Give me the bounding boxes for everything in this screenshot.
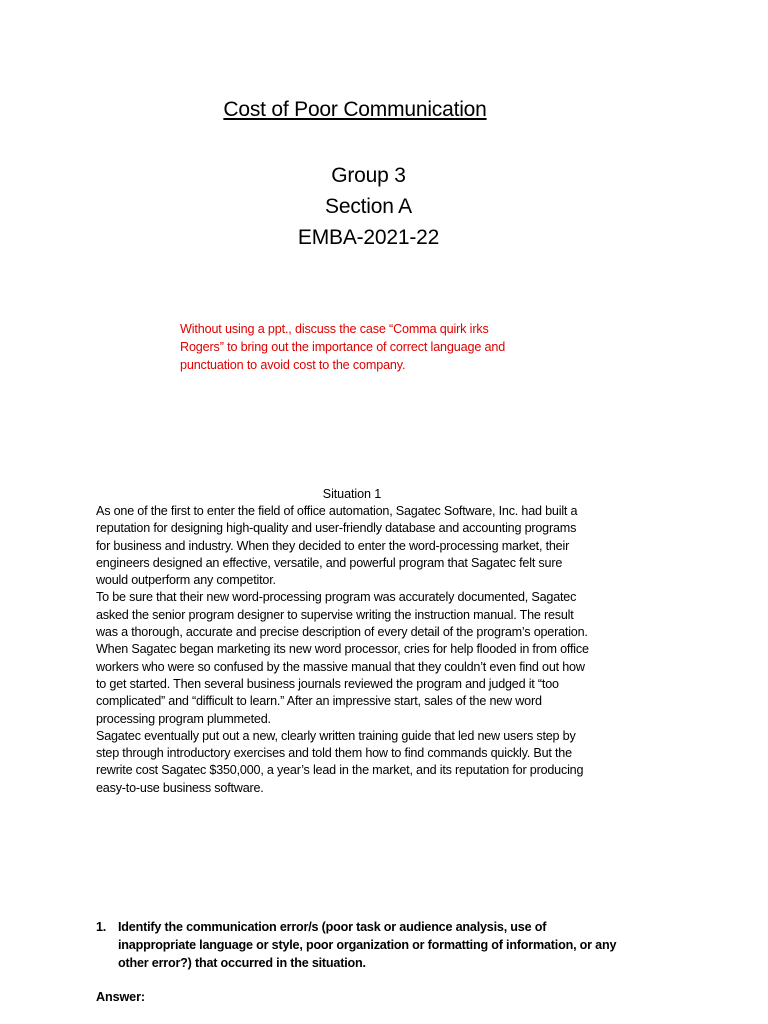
body-line: asked the senior program designer to supervise writing the instruction manual. The result <box>96 607 574 622</box>
prompt-line: Rogers” to bring out the importance of correct language and <box>180 340 506 354</box>
body-line: reputation for designing high-quality and user-friendly database and accounting programs <box>96 521 577 536</box>
prompt-line: punctuation to avoid cost to the company. <box>180 358 406 372</box>
body-line: When Sagatec began marketing its new word processor, cries for help flooded in from office <box>96 642 589 657</box>
body-line: complicated” and “difficult to learn.” After an impressive start, sales of the new word <box>96 694 542 709</box>
assignment-prompt <box>180 320 550 374</box>
body-line: Sagatec eventually put out a new, clearly written training guide that led new users step by <box>96 728 576 743</box>
group-line: Group 3 <box>331 164 406 187</box>
question-line: Identify the communication error/s (poor task or audience analysis, use of <box>118 920 547 934</box>
prompt-line: Without using a ppt., discuss the case “Comma quirk irks <box>180 322 489 336</box>
question-text <box>118 918 656 972</box>
body-line: step through introductory exercises and told them how to find commands quickly. But the <box>96 746 572 761</box>
question-1 <box>96 918 656 972</box>
question-number: 1. <box>96 920 107 934</box>
body-line: engineers designed an effective, versatile, and powerful program that Sagatec felt sure <box>96 555 563 570</box>
document-title: Cost of Poor Communication <box>223 98 487 121</box>
body-line: was a thorough, accurate and precise description of every detail of the program’s operation. <box>96 625 588 640</box>
body-line: to get started. Then several business journals reviewed the program and judged it “too <box>96 676 559 691</box>
body-line: for business and industry. When they decided to enter the word-processing market, their <box>96 538 570 553</box>
body-line: processing program plummeted. <box>96 711 271 726</box>
body-line: As one of the first to enter the field of office automation, Sagatec Software, Inc. had built a <box>96 504 578 518</box>
situation-title: Situation 1 <box>322 487 382 501</box>
body-line: workers who were so confused by the massive manual that they couldn’t even find out how <box>96 659 585 674</box>
situation-body <box>96 503 648 797</box>
body-line: rewrite cost Sagatec $350,000, a year’s lead in the market, and its reputation for producing <box>96 763 584 778</box>
question-line: inappropriate language or style, poor organization or formatting of information, or any <box>118 938 617 952</box>
body-line: To be sure that their new word-processing program was accurately documented, Sagatec <box>96 590 577 605</box>
body-line: would outperform any competitor. <box>96 573 276 588</box>
group-heading <box>0 160 737 253</box>
program-line: EMBA-2021-22 <box>297 226 440 249</box>
section-line: Section A <box>325 195 412 218</box>
answer-label: Answer: <box>96 990 145 1004</box>
body-line: easy-to-use business software. <box>96 780 264 795</box>
question-line: other error?) that occurred in the situation. <box>118 956 366 970</box>
